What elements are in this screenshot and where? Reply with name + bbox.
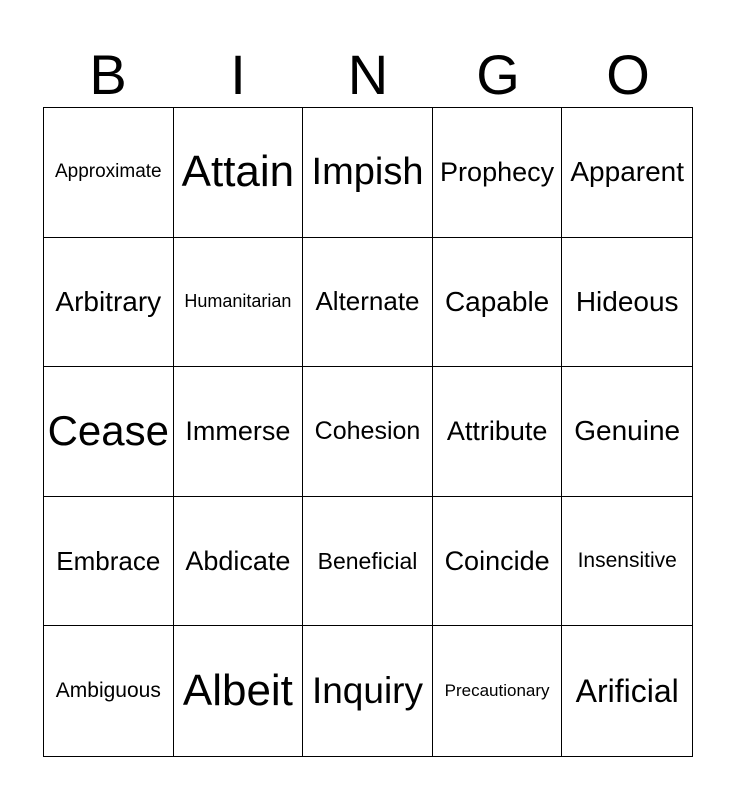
bingo-cell[interactable]: Attribute — [433, 367, 563, 497]
bingo-cell[interactable]: Capable — [433, 238, 563, 368]
bingo-cell[interactable]: Albeit — [174, 626, 304, 756]
bingo-cell[interactable]: Impish — [303, 108, 433, 238]
header-letter-o: O — [606, 43, 650, 106]
bingo-cell[interactable]: Cease — [44, 367, 174, 497]
bingo-cell[interactable]: Ambiguous — [44, 626, 174, 756]
bingo-cell[interactable]: Humanitarian — [174, 238, 304, 368]
bingo-cell[interactable]: Approximate — [44, 108, 174, 238]
bingo-cell[interactable]: Arbitrary — [44, 238, 174, 368]
bingo-cell[interactable]: Abdicate — [174, 497, 304, 627]
bingo-board — [43, 107, 693, 757]
bingo-cell[interactable]: Attain — [174, 108, 304, 238]
bingo-cell[interactable]: Apparent — [562, 108, 692, 238]
header-letter-b: B — [89, 43, 127, 106]
bingo-cell[interactable]: Inquiry — [303, 626, 433, 756]
bingo-cell[interactable]: Embrace — [44, 497, 174, 627]
bingo-cell[interactable]: Precautionary — [433, 626, 563, 756]
bingo-cell[interactable]: Beneficial — [303, 497, 433, 627]
bingo-cell[interactable]: Hideous — [562, 238, 692, 368]
bingo-cell[interactable]: Coincide — [433, 497, 563, 627]
header-letter-n: N — [347, 43, 389, 106]
bingo-cell[interactable]: Prophecy — [433, 108, 563, 238]
bingo-cell[interactable]: Alternate — [303, 238, 433, 368]
bingo-header — [43, 42, 693, 108]
header-letter-g: G — [476, 43, 520, 106]
bingo-cell[interactable]: Insensitive — [562, 497, 692, 627]
header-letter-i: I — [230, 43, 246, 106]
bingo-cell[interactable]: Immerse — [174, 367, 304, 497]
bingo-cell[interactable]: Genuine — [562, 367, 692, 497]
bingo-cell[interactable]: Arificial — [575, 672, 679, 709]
bingo-cell[interactable]: Cohesion — [303, 367, 433, 497]
